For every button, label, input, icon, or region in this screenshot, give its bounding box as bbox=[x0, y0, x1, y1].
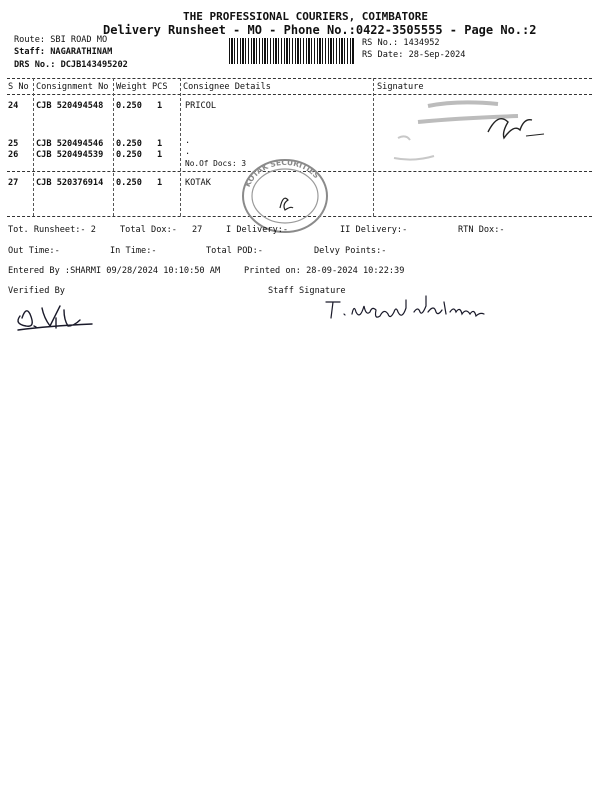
staff-signature-label: Staff Signature bbox=[268, 286, 346, 296]
drs-number: DRS No.: DCJB143495202 bbox=[14, 60, 128, 70]
col-divider bbox=[180, 78, 181, 216]
col-divider bbox=[113, 78, 114, 216]
row-consignment: CJB 520376914 bbox=[36, 178, 104, 188]
printed-on: Printed on: 28-09-2024 10:22:39 bbox=[244, 266, 405, 276]
first-delivery: I Delivery:- bbox=[226, 225, 289, 235]
row-consignee: PRICOL bbox=[185, 101, 217, 111]
row-sno: 27 bbox=[8, 178, 19, 188]
row-consignment: CJB 520494548 bbox=[36, 101, 104, 111]
col-header-pcs: PCS bbox=[152, 82, 168, 92]
out-time: Out Time:- bbox=[8, 246, 60, 256]
table-top-rule bbox=[7, 78, 592, 79]
row-consignee: KOTAK bbox=[185, 178, 211, 188]
col-divider bbox=[33, 78, 34, 216]
col-header-sno: S No bbox=[8, 82, 29, 92]
rs-number: RS No.: 1434952 bbox=[362, 38, 440, 48]
col-header-signature: Signature bbox=[377, 82, 424, 92]
verified-signature bbox=[12, 302, 98, 336]
signature-column-stamp bbox=[388, 88, 558, 178]
col-header-weight: Weight bbox=[116, 82, 148, 92]
total-dox-value: 27 bbox=[192, 225, 203, 235]
row-weight: 0.250 bbox=[116, 139, 142, 149]
row-pcs: 1 bbox=[157, 178, 163, 188]
row-weight: 0.250 bbox=[116, 150, 142, 160]
company-name: THE PROFESSIONAL COURIERS, COIMBATORE bbox=[183, 10, 429, 23]
second-delivery: II Delivery:- bbox=[340, 225, 408, 235]
stamp-text: KOTAK SECURITIES bbox=[242, 157, 322, 189]
total-runsheet: Tot. Runsheet:- 2 bbox=[8, 225, 96, 235]
row-sno: 25 bbox=[8, 139, 19, 149]
col-header-consignment: Consignment No bbox=[36, 82, 109, 92]
total-dox-label: Total Dox:- bbox=[120, 225, 177, 235]
col-header-consignee: Consignee Details bbox=[183, 82, 271, 92]
rs-date: RS Date: 28-Sep-2024 bbox=[362, 50, 466, 60]
row-consignee: . bbox=[185, 147, 191, 157]
row-weight: 0.250 bbox=[116, 178, 142, 188]
row-sno: 24 bbox=[8, 101, 19, 111]
in-time: In Time:- bbox=[110, 246, 157, 256]
row-consignment: CJB 520494539 bbox=[36, 150, 104, 160]
entered-by: Entered By :SHARMI 09/28/2024 10:10:50 AM bbox=[8, 266, 221, 276]
total-pod: Total POD:- bbox=[206, 246, 263, 256]
row-consignment: CJB 520494546 bbox=[36, 139, 104, 149]
staff-signature bbox=[322, 294, 500, 322]
verified-by-label: Verified By bbox=[8, 286, 65, 296]
row-sno: 26 bbox=[8, 150, 19, 160]
row-pcs: 1 bbox=[157, 139, 163, 149]
row-doc-count: No.Of Docs: 3 bbox=[185, 159, 247, 168]
route-label: Route: SBI ROAD MO bbox=[14, 35, 108, 45]
barcode bbox=[229, 38, 355, 64]
col-divider bbox=[373, 78, 374, 216]
rtn-dox: RTN Dox:- bbox=[458, 225, 505, 235]
kotak-stamp bbox=[238, 156, 332, 236]
row-consignee: . bbox=[185, 136, 191, 146]
row-weight: 0.250 bbox=[116, 101, 142, 111]
staff-label: Staff: NAGARATHINAM bbox=[14, 47, 113, 57]
runsheet-title: Delivery Runsheet - MO - Phone No.:0422-3505555 - Page No.:2 bbox=[103, 23, 537, 37]
svg-text:KOTAK SECURITIES bbox=[243, 158, 321, 188]
row-pcs: 1 bbox=[157, 150, 163, 160]
delivery-points: Delvy Points:- bbox=[314, 246, 387, 256]
row-pcs: 1 bbox=[157, 101, 163, 111]
